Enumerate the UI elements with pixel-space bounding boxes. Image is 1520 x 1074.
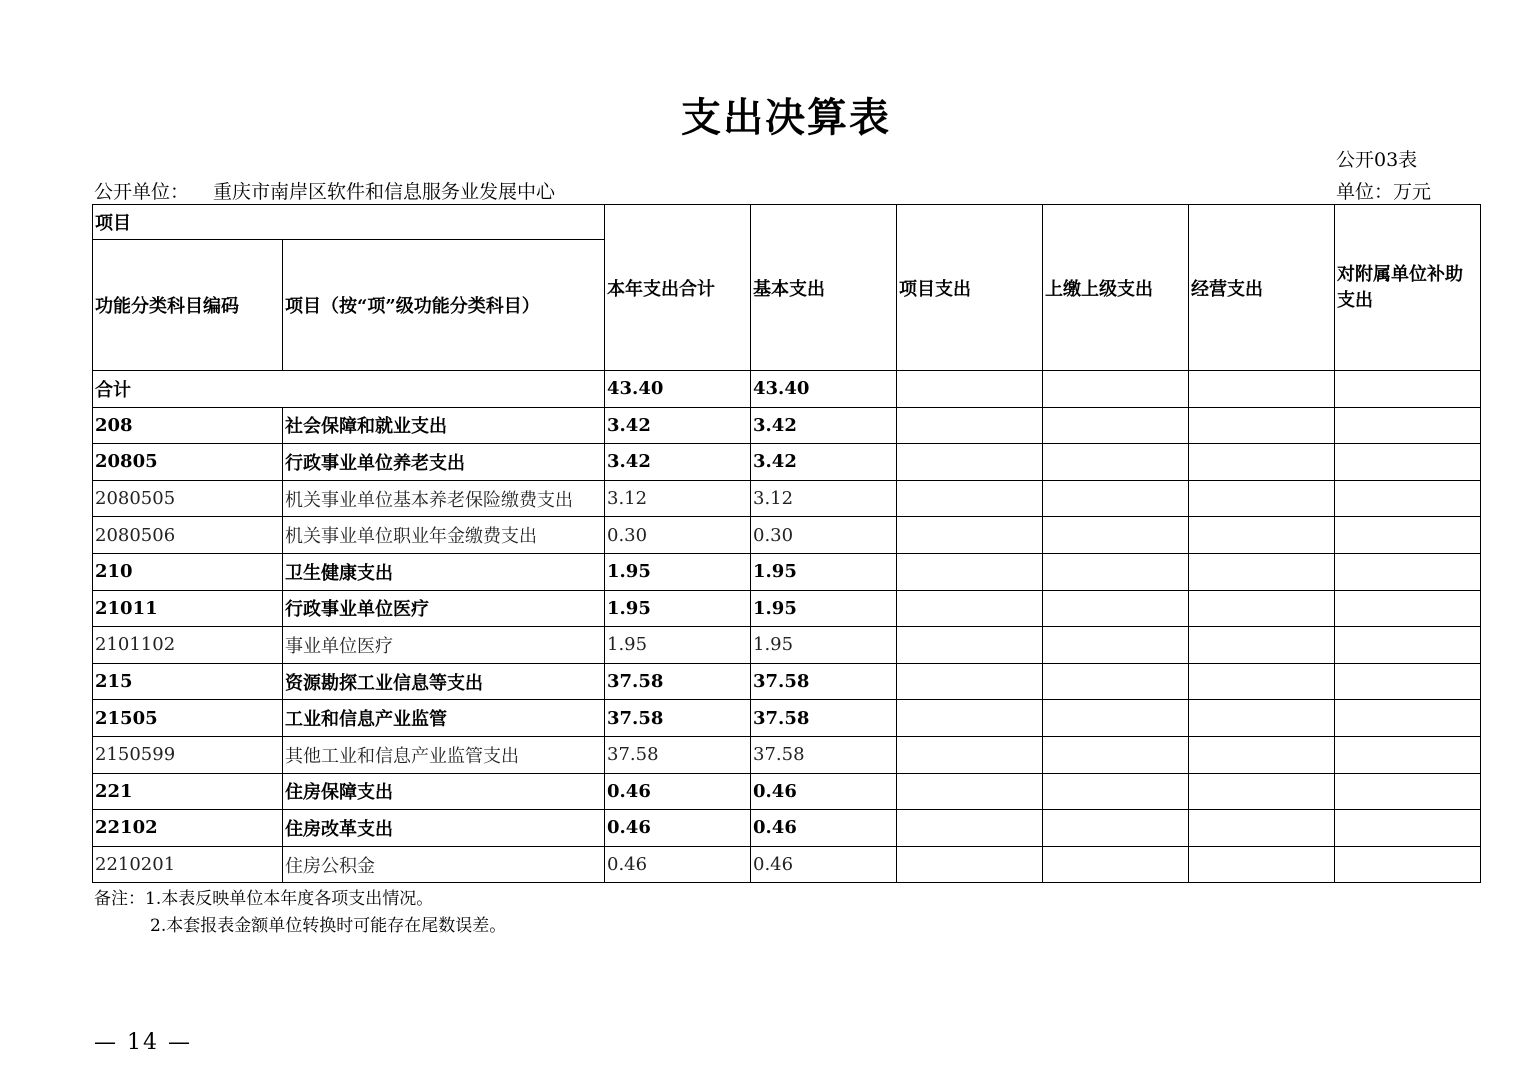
subsidy-cell (1335, 736, 1481, 773)
total-cell: 1.95 (605, 553, 751, 590)
total-cell: 0.46 (605, 773, 751, 810)
upper-remit-cell (1043, 773, 1189, 810)
business-cell (1189, 553, 1335, 590)
code-cell: 2080506 (93, 517, 283, 554)
note-1: 备注：1.本表反映单位本年度各项支出情况。 (94, 889, 434, 909)
basic-cell: 1.95 (751, 590, 897, 627)
header-code: 功能分类科目编码 (93, 240, 283, 371)
basic-cell: 0.46 (751, 810, 897, 847)
name-cell: 机关事业单位基本养老保险缴费支出 (283, 480, 605, 517)
project-expense-cell (897, 846, 1043, 883)
page-title: 支出决算表 (681, 94, 891, 141)
table-row (93, 773, 1481, 810)
header-total: 本年支出合计 (605, 205, 751, 371)
upper-remit-cell (1043, 590, 1189, 627)
subsidy-cell (1335, 846, 1481, 883)
upper-remit-cell (1043, 810, 1189, 847)
basic-cell: 0.30 (751, 517, 897, 554)
code-cell: 210 (93, 553, 283, 590)
project-expense-cell (897, 700, 1043, 737)
project-expense-cell (897, 553, 1043, 590)
total-cell: 0.46 (605, 846, 751, 883)
code-cell: 208 (93, 407, 283, 444)
name-cell: 事业单位医疗 (283, 627, 605, 664)
project-expense-cell (897, 517, 1043, 554)
business-cell (1189, 736, 1335, 773)
total-cell: 37.58 (605, 736, 751, 773)
total-project-expense (897, 371, 1043, 408)
project-expense-cell (897, 663, 1043, 700)
total-cell: 0.46 (605, 810, 751, 847)
name-cell: 机关事业单位职业年金缴费支出 (283, 517, 605, 554)
project-expense-cell (897, 736, 1043, 773)
business-cell (1189, 590, 1335, 627)
business-cell (1189, 627, 1335, 664)
notes (94, 886, 506, 940)
table-row (93, 444, 1481, 481)
code-cell: 21011 (93, 590, 283, 627)
table-body (93, 205, 1481, 883)
upper-remit-cell (1043, 407, 1189, 444)
subsidy-cell (1335, 663, 1481, 700)
basic-cell: 37.58 (751, 700, 897, 737)
total-cell: 1.95 (605, 627, 751, 664)
upper-remit-cell (1043, 444, 1189, 481)
subsidy-cell (1335, 773, 1481, 810)
business-cell (1189, 480, 1335, 517)
header-business: 经营支出 (1189, 205, 1335, 371)
basic-cell: 1.95 (751, 627, 897, 664)
upper-remit-cell (1043, 480, 1189, 517)
table-row (93, 663, 1481, 700)
business-cell (1189, 700, 1335, 737)
name-cell: 行政事业单位养老支出 (283, 444, 605, 481)
total-cell: 3.42 (605, 407, 751, 444)
form-number: 公开03表 (1336, 149, 1418, 171)
code-cell: 221 (93, 773, 283, 810)
header-row-1 (93, 205, 1481, 240)
subsidy-cell (1335, 480, 1481, 517)
total-label: 合计 (93, 371, 605, 408)
subsidy-cell (1335, 407, 1481, 444)
project-expense-cell (897, 407, 1043, 444)
total-cell: 3.12 (605, 480, 751, 517)
header-subsidy: 对附属单位补助支出 (1335, 205, 1481, 371)
project-expense-cell (897, 590, 1043, 627)
table-row (93, 627, 1481, 664)
name-cell: 住房保障支出 (283, 773, 605, 810)
upper-remit-cell (1043, 553, 1189, 590)
total-cell: 0.30 (605, 517, 751, 554)
total-upper-remit (1043, 371, 1189, 408)
table-row (93, 590, 1481, 627)
subsidy-cell (1335, 627, 1481, 664)
header-project-expense: 项目支出 (897, 205, 1043, 371)
page-number: — 14 — (94, 1030, 192, 1055)
project-expense-cell (897, 480, 1043, 517)
currency-unit: 单位：万元 (1336, 181, 1432, 203)
name-cell: 资源勘探工业信息等支出 (283, 663, 605, 700)
table-row (93, 407, 1481, 444)
code-cell: 2150599 (93, 736, 283, 773)
table-row (93, 810, 1481, 847)
subsidy-cell (1335, 700, 1481, 737)
basic-cell: 3.42 (751, 444, 897, 481)
name-cell: 其他工业和信息产业监管支出 (283, 736, 605, 773)
table-row (93, 736, 1481, 773)
subsidy-cell (1335, 553, 1481, 590)
business-cell (1189, 407, 1335, 444)
business-cell (1189, 663, 1335, 700)
code-cell: 2210201 (93, 846, 283, 883)
upper-remit-cell (1043, 517, 1189, 554)
name-cell: 住房公积金 (283, 846, 605, 883)
project-expense-cell (897, 810, 1043, 847)
table-row (93, 553, 1481, 590)
name-cell: 住房改革支出 (283, 810, 605, 847)
total-basic: 43.40 (751, 371, 897, 408)
header-basic: 基本支出 (751, 205, 897, 371)
basic-cell: 1.95 (751, 553, 897, 590)
basic-cell: 0.46 (751, 846, 897, 883)
upper-remit-cell (1043, 846, 1189, 883)
business-cell (1189, 444, 1335, 481)
table-row (93, 846, 1481, 883)
total-row (93, 371, 1481, 408)
table-row (93, 700, 1481, 737)
basic-cell: 37.58 (751, 663, 897, 700)
reporting-unit-name: 重庆市南岸区软件和信息服务业发展中心 (213, 181, 556, 203)
upper-remit-cell (1043, 736, 1189, 773)
project-expense-cell (897, 444, 1043, 481)
total-amount: 43.40 (605, 371, 751, 408)
upper-remit-cell (1043, 700, 1189, 737)
total-cell: 3.42 (605, 444, 751, 481)
total-business (1189, 371, 1335, 408)
total-cell: 37.58 (605, 663, 751, 700)
basic-cell: 37.58 (751, 736, 897, 773)
subsidy-cell (1335, 517, 1481, 554)
business-cell (1189, 846, 1335, 883)
code-cell: 2101102 (93, 627, 283, 664)
code-cell: 21505 (93, 700, 283, 737)
project-expense-cell (897, 773, 1043, 810)
reporting-unit-label: 公开单位： (94, 181, 190, 203)
business-cell (1189, 810, 1335, 847)
header-upper-remit: 上缴上级支出 (1043, 205, 1189, 371)
business-cell (1189, 517, 1335, 554)
code-cell: 2080505 (93, 480, 283, 517)
expenditure-table (92, 204, 1481, 883)
name-cell: 行政事业单位医疗 (283, 590, 605, 627)
upper-remit-cell (1043, 663, 1189, 700)
note-2: 2.本套报表金额单位转换时可能存在尾数误差。 (150, 916, 507, 936)
basic-cell: 3.12 (751, 480, 897, 517)
subsidy-cell (1335, 810, 1481, 847)
project-expense-cell (897, 627, 1043, 664)
total-cell: 1.95 (605, 590, 751, 627)
table-row (93, 480, 1481, 517)
code-cell: 20805 (93, 444, 283, 481)
business-cell (1189, 773, 1335, 810)
code-cell: 22102 (93, 810, 283, 847)
code-cell: 215 (93, 663, 283, 700)
reporting-unit (94, 177, 555, 204)
table-row (93, 517, 1481, 554)
name-cell: 工业和信息产业监管 (283, 700, 605, 737)
name-cell: 卫生健康支出 (283, 553, 605, 590)
total-cell: 37.58 (605, 700, 751, 737)
header-name: 项目（按“项”级功能分类科目） (283, 240, 605, 371)
name-cell: 社会保障和就业支出 (283, 407, 605, 444)
subsidy-cell (1335, 590, 1481, 627)
subsidy-cell (1335, 444, 1481, 481)
basic-cell: 3.42 (751, 407, 897, 444)
header-project: 项目 (93, 205, 605, 240)
basic-cell: 0.46 (751, 773, 897, 810)
upper-remit-cell (1043, 627, 1189, 664)
total-subsidy (1335, 371, 1481, 408)
